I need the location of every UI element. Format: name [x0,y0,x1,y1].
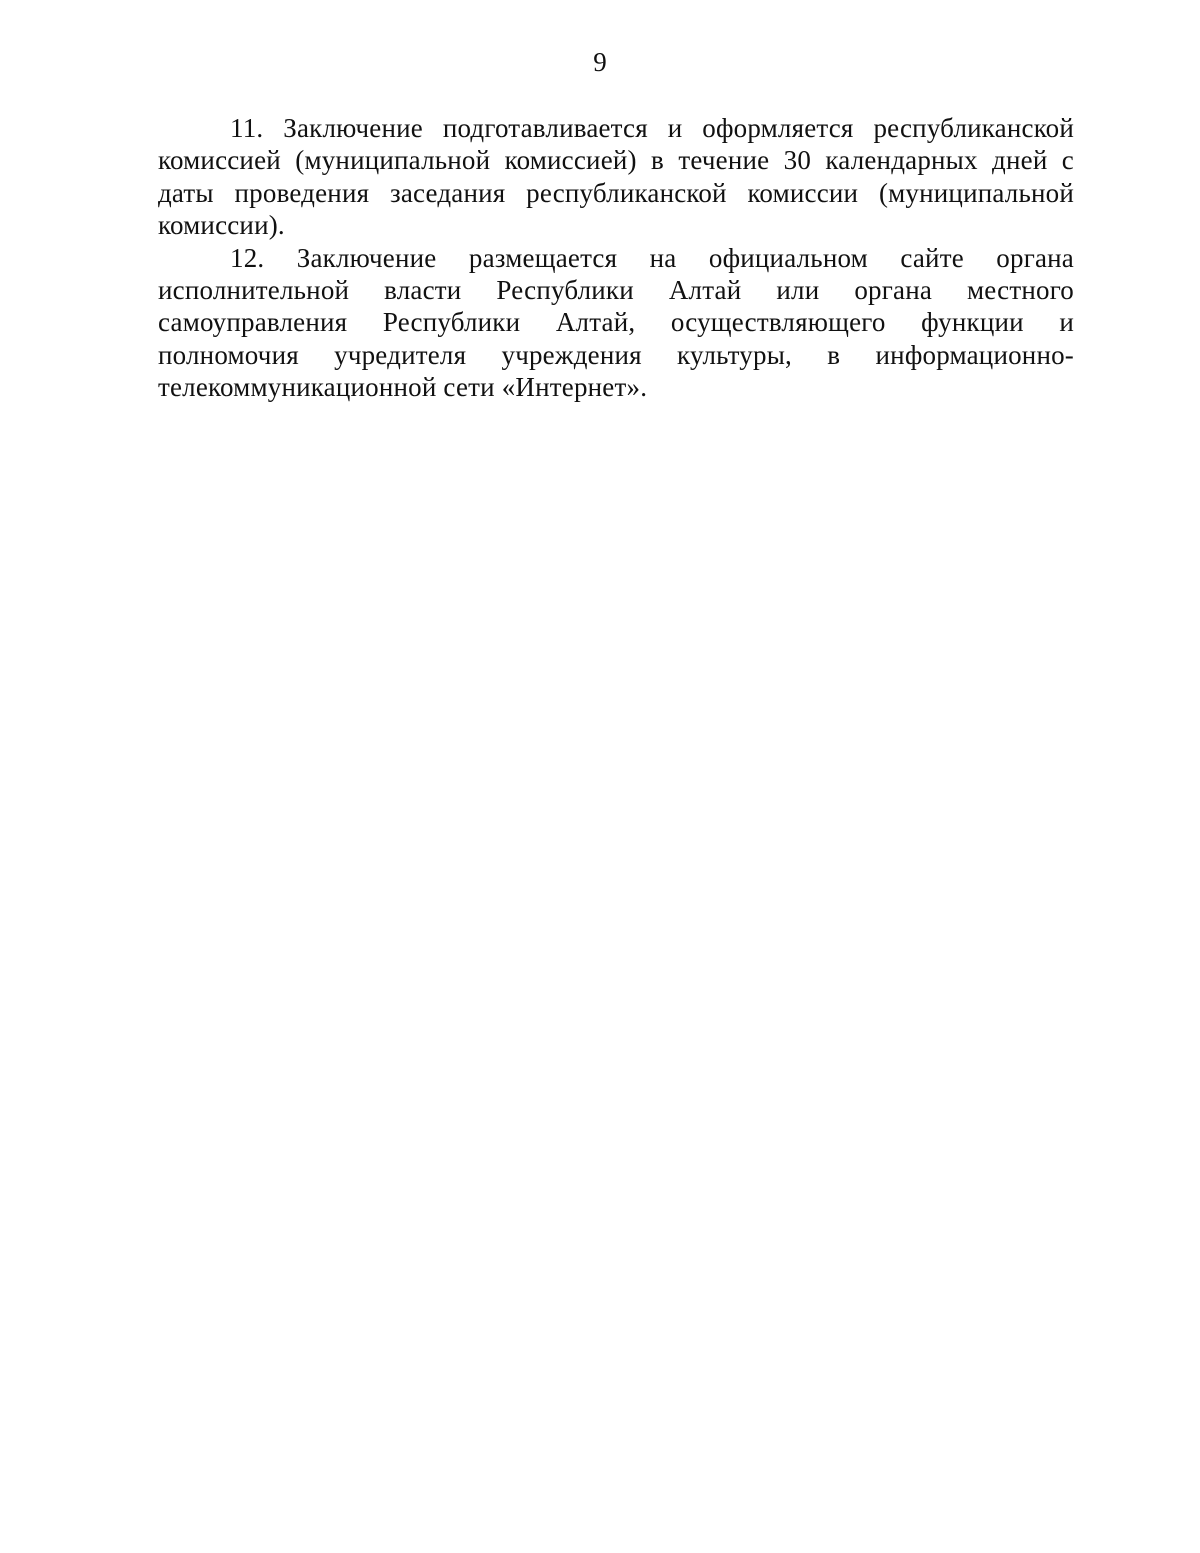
paragraph-11: 11. Заключение подготавливается и оформляется республиканской комиссией (муниципальной комиссией) в течение 30 календарных дней с даты проведения заседания республиканской комиссии (муниципальной комиссии). [158,113,1074,241]
paragraph-12: 12. Заключение размещается на официальном сайте органа исполнительной власти Республики Алтай или органа местного самоуправления Республики Алтай, осуществляющего функции и полномочия учредителя учреждения культуры, в информационно-телекоммуникационной сети «Интернет». [158,242,1074,403]
document-body [158,112,1074,404]
page-number: 9 [593,47,607,77]
